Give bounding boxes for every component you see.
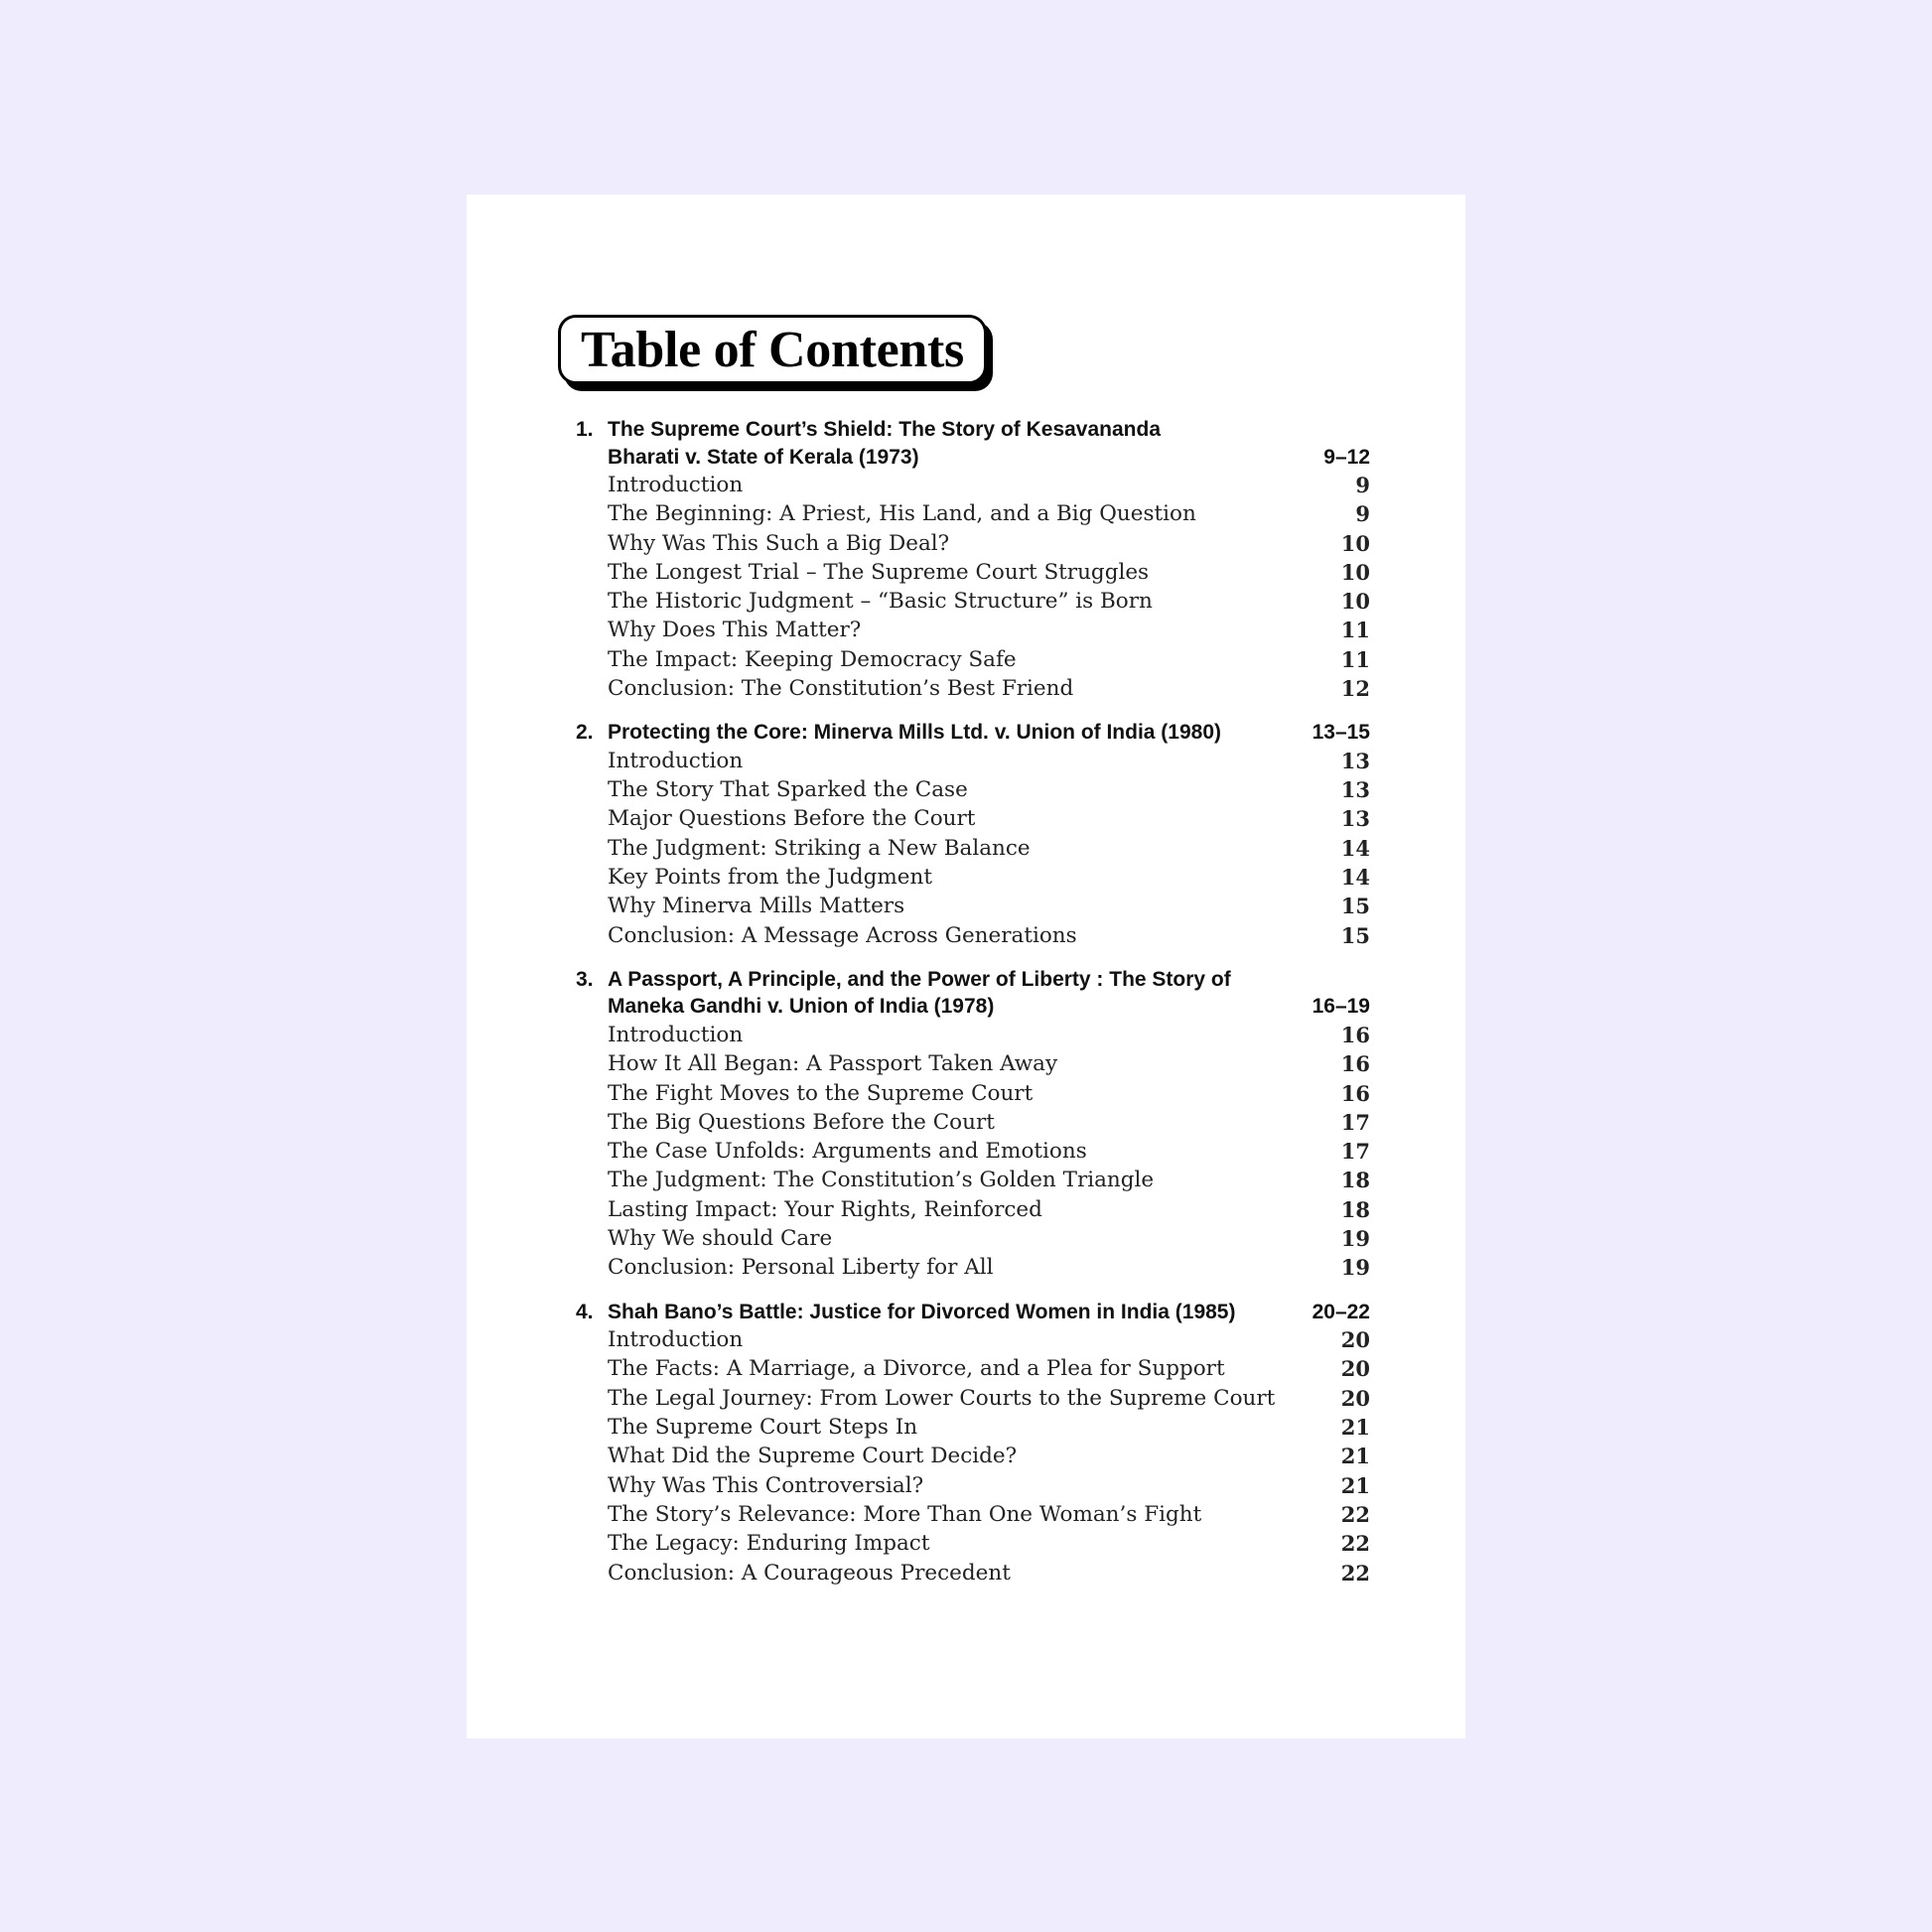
section-page-number: 22 <box>1340 1501 1370 1527</box>
chapter-title: Protecting the Core: Minerva Mills Ltd. v. Union of India (1980) <box>608 721 1222 745</box>
section-page-number: 21 <box>1340 1415 1370 1441</box>
section-entry[interactable] <box>576 775 1370 804</box>
section-page-number: 9 <box>1355 501 1370 527</box>
chapter-title: A Passport, A Principle, and the Power of Liberty : The Story of <box>608 967 1231 991</box>
section-title: How It All Began: A Passport Taken Away <box>608 1051 1058 1077</box>
chapter-page-range: 16–19 <box>1311 995 1370 1019</box>
section-entry[interactable] <box>576 834 1370 863</box>
section-page-number: 14 <box>1340 835 1370 861</box>
section-title: The Big Questions Before the Court <box>608 1109 995 1135</box>
section-entry[interactable] <box>576 529 1370 558</box>
section-entry[interactable] <box>576 804 1370 833</box>
chapter-heading-row[interactable] <box>576 719 1370 747</box>
section-page-number: 16 <box>1340 1022 1370 1047</box>
title-box <box>558 315 987 384</box>
chapter-page-range: 20–22 <box>1311 1300 1370 1323</box>
section-title: Introduction <box>608 1327 744 1353</box>
section-title: The Historic Judgment – “Basic Structure” is Born <box>608 589 1153 615</box>
section-title: Introduction <box>608 1022 744 1047</box>
section-entry[interactable] <box>576 1166 1370 1194</box>
chapter-title: Shah Bano’s Battle: Justice for Divorced Women in India (1985) <box>608 1300 1236 1323</box>
section-page-number: 13 <box>1340 806 1370 832</box>
toc-chapter <box>576 719 1370 950</box>
section-entry[interactable] <box>576 1354 1370 1383</box>
table-of-contents <box>576 416 1370 1603</box>
section-page-number: 14 <box>1340 865 1370 891</box>
section-title: The Legacy: Enduring Impact <box>608 1531 930 1557</box>
chapter-heading-row[interactable] <box>576 416 1370 444</box>
section-title: Conclusion: Personal Liberty for All <box>608 1255 994 1281</box>
section-page-number: 21 <box>1340 1444 1370 1469</box>
section-page-number: 10 <box>1340 530 1370 556</box>
section-page-number: 19 <box>1340 1255 1370 1281</box>
section-title: The Longest Trial – The Supreme Court Struggles <box>608 559 1150 585</box>
section-title: The Legal Journey: From Lower Courts to the Supreme Court <box>608 1385 1276 1411</box>
section-title: The Impact: Keeping Democracy Safe <box>608 646 1017 672</box>
section-page-number: 11 <box>1340 618 1370 643</box>
section-page-number: 20 <box>1340 1385 1370 1411</box>
section-entry[interactable] <box>576 674 1370 703</box>
section-title: Why Minerva Mills Matters <box>608 894 905 919</box>
section-entry[interactable] <box>576 1108 1370 1137</box>
section-page-number: 18 <box>1340 1196 1370 1222</box>
chapter-title: Maneka Gandhi v. Union of India (1978) <box>608 995 995 1019</box>
chapter-number: 4. <box>576 1300 594 1323</box>
section-entry[interactable] <box>576 1384 1370 1413</box>
chapter-page-range: 13–15 <box>1311 721 1370 745</box>
section-title: The Fight Moves to the Supreme Court <box>608 1080 1034 1106</box>
section-title: Why We should Care <box>608 1226 833 1252</box>
section-title: What Did the Supreme Court Decide? <box>608 1444 1018 1469</box>
section-title: The Judgment: Striking a New Balance <box>608 835 1031 861</box>
section-entry[interactable] <box>576 558 1370 587</box>
chapter-heading-row[interactable] <box>576 993 1370 1021</box>
chapter-heading-row[interactable] <box>576 966 1370 994</box>
section-entry[interactable] <box>576 616 1370 644</box>
chapter-heading-row[interactable] <box>576 1299 1370 1326</box>
section-title: Major Questions Before the Court <box>608 806 976 832</box>
section-page-number: 22 <box>1340 1560 1370 1586</box>
section-title: Why Does This Matter? <box>608 618 862 643</box>
chapter-title: Bharati v. State of Kerala (1973) <box>608 445 919 469</box>
section-page-number: 11 <box>1340 646 1370 672</box>
section-page-number: 15 <box>1340 894 1370 919</box>
section-title: Introduction <box>608 748 744 773</box>
section-entry[interactable] <box>576 1049 1370 1078</box>
section-title: The Case Unfolds: Arguments and Emotions <box>608 1139 1087 1165</box>
section-title: The Facts: A Marriage, a Divorce, and a Plea for Support <box>608 1356 1225 1382</box>
chapter-heading-row[interactable] <box>576 444 1370 472</box>
section-page-number: 21 <box>1340 1472 1370 1498</box>
section-entry[interactable] <box>576 1195 1370 1224</box>
section-entry[interactable] <box>576 499 1370 528</box>
chapter-page-range: 9–12 <box>1323 445 1370 469</box>
section-page-number: 9 <box>1355 473 1370 497</box>
section-page-number: 18 <box>1340 1168 1370 1193</box>
chapter-number: 3. <box>576 967 594 991</box>
section-title: Conclusion: The Constitution’s Best Friend <box>608 676 1074 702</box>
section-title: The Supreme Court Steps In <box>608 1415 918 1441</box>
section-entry[interactable] <box>576 587 1370 616</box>
section-entry[interactable] <box>576 1413 1370 1442</box>
section-page-number: 13 <box>1340 748 1370 773</box>
section-title: Conclusion: A Courageous Precedent <box>608 1560 1011 1586</box>
section-entry[interactable] <box>576 1559 1370 1587</box>
section-title: The Story That Sparked the Case <box>608 777 968 803</box>
toc-chapter <box>576 1299 1370 1587</box>
section-entry[interactable] <box>576 863 1370 892</box>
section-title: Why Was This Such a Big Deal? <box>608 530 950 556</box>
section-entry[interactable] <box>576 471 1370 499</box>
section-title: Key Points from the Judgment <box>608 865 932 891</box>
section-page-number: 17 <box>1340 1109 1370 1135</box>
section-page-number: 20 <box>1340 1356 1370 1382</box>
section-entry[interactable] <box>576 1021 1370 1049</box>
section-page-number: 10 <box>1340 589 1370 615</box>
section-entry[interactable] <box>576 1500 1370 1529</box>
section-entry[interactable] <box>576 747 1370 775</box>
section-page-number: 22 <box>1340 1531 1370 1557</box>
page-title: Table of Contents <box>581 321 964 378</box>
section-entry[interactable] <box>576 1529 1370 1558</box>
section-title: The Story’s Relevance: More Than One Woman’s Fight <box>608 1501 1202 1527</box>
section-entry[interactable] <box>576 1253 1370 1282</box>
section-title: Conclusion: A Message Across Generations <box>608 922 1077 948</box>
section-page-number: 16 <box>1340 1051 1370 1077</box>
section-entry[interactable] <box>576 645 1370 674</box>
chapter-number: 2. <box>576 721 594 745</box>
document-page <box>467 195 1465 1738</box>
section-entry[interactable] <box>576 1137 1370 1166</box>
section-page-number: 15 <box>1340 922 1370 948</box>
section-entry[interactable] <box>576 1079 1370 1108</box>
section-entry[interactable] <box>576 1325 1370 1354</box>
section-page-number: 20 <box>1340 1327 1370 1353</box>
toc-chapter <box>576 416 1370 703</box>
section-entry[interactable] <box>576 1471 1370 1500</box>
section-page-number: 19 <box>1340 1226 1370 1252</box>
section-entry[interactable] <box>576 892 1370 920</box>
section-page-number: 12 <box>1340 676 1370 702</box>
section-title: Why Was This Controversial? <box>608 1472 924 1498</box>
section-page-number: 17 <box>1340 1139 1370 1165</box>
toc-chapter <box>576 966 1370 1283</box>
section-page-number: 16 <box>1340 1080 1370 1106</box>
section-entry[interactable] <box>576 1442 1370 1470</box>
section-title: The Beginning: A Priest, His Land, and a Big Question <box>608 501 1196 527</box>
section-title: The Judgment: The Constitution’s Golden Triangle <box>608 1168 1155 1193</box>
section-page-number: 13 <box>1340 777 1370 803</box>
section-page-number: 10 <box>1340 559 1370 585</box>
section-title: Lasting Impact: Your Rights, Reinforced <box>608 1196 1042 1222</box>
section-entry[interactable] <box>576 1224 1370 1253</box>
chapter-title: The Supreme Court’s Shield: The Story of Kesavananda <box>608 418 1162 441</box>
section-entry[interactable] <box>576 921 1370 950</box>
chapter-number: 1. <box>576 418 594 441</box>
section-title: Introduction <box>608 473 744 497</box>
